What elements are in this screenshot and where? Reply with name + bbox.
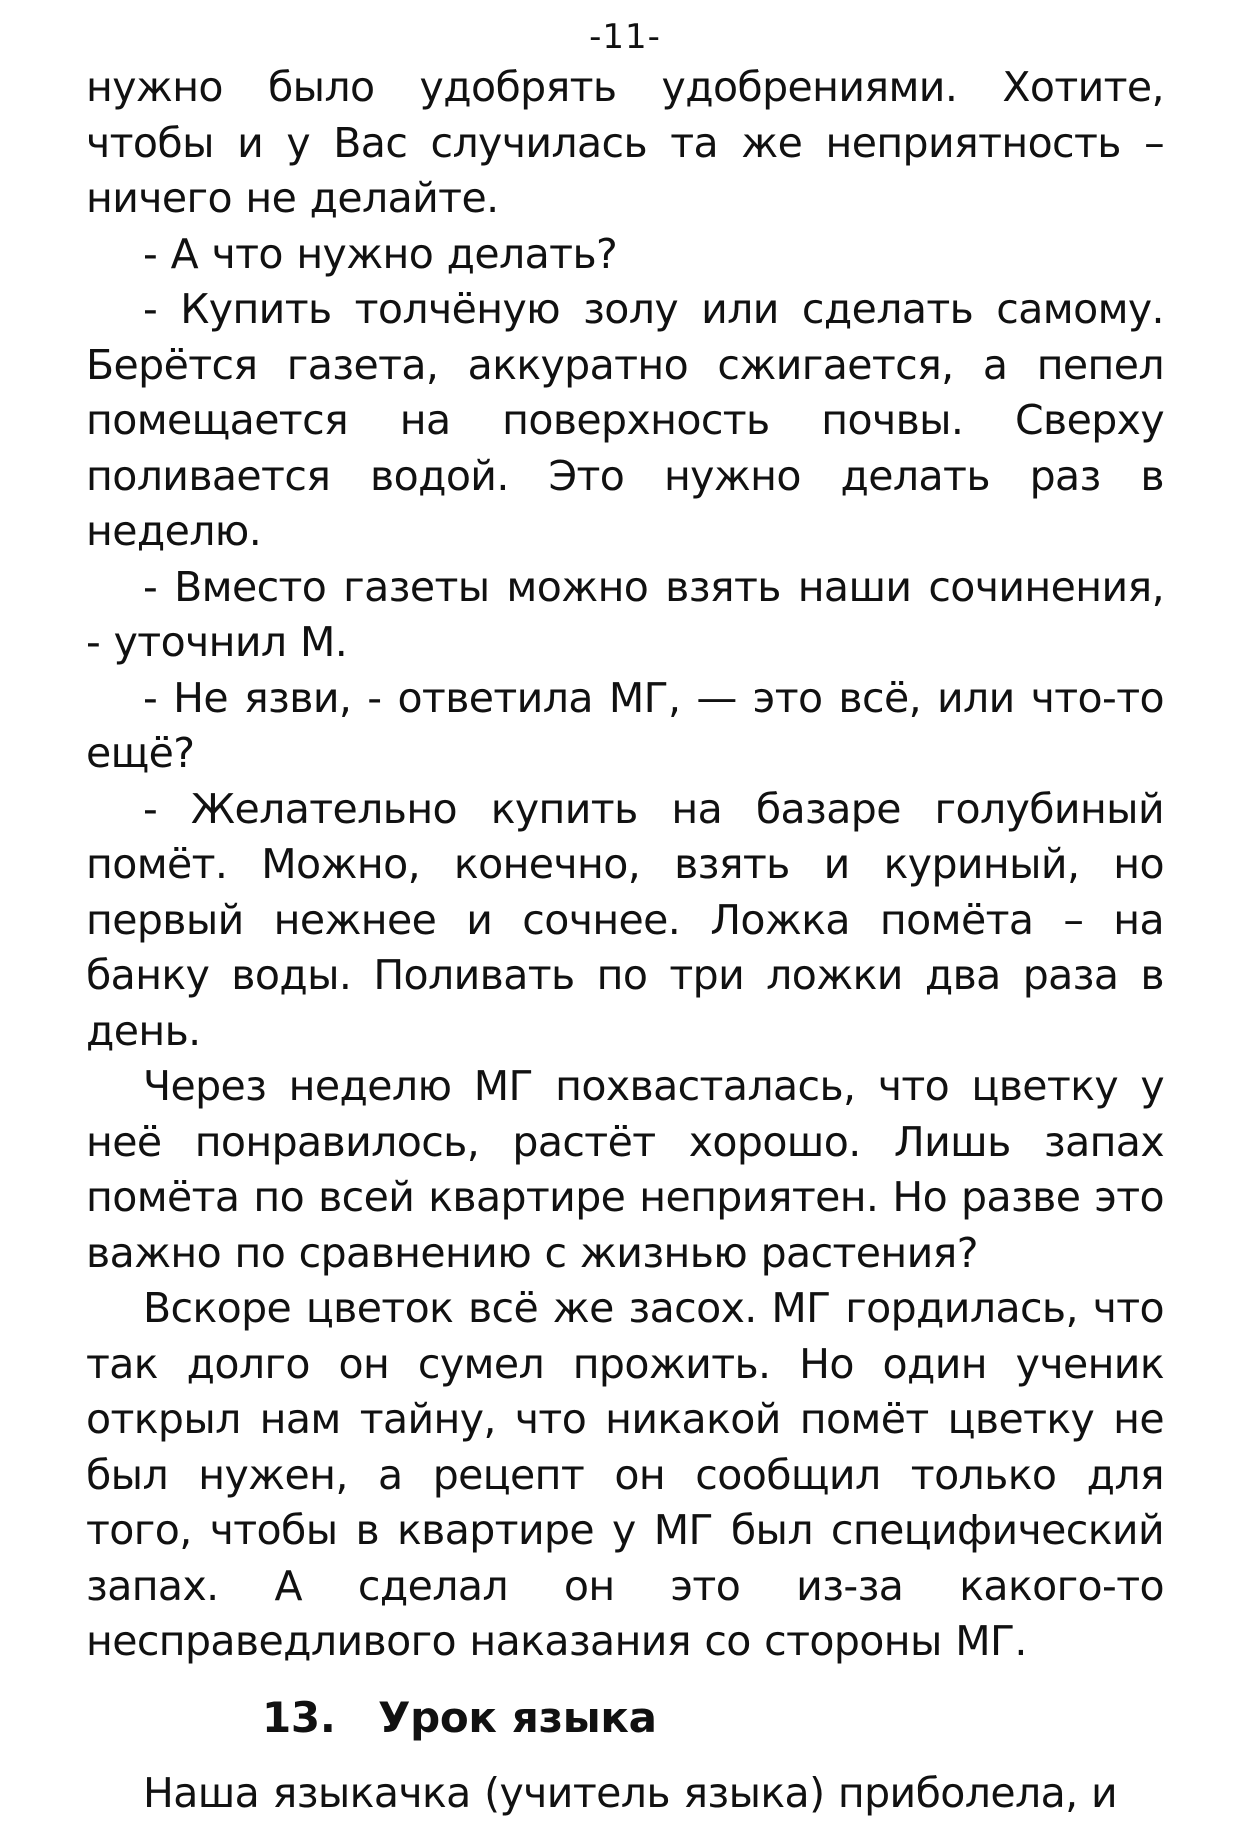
paragraph: Наша языкачка (учитель языка) приболела, и [86,1766,1164,1821]
paragraph: - Купить толчёную золу или сделать самому. Берётся газета, аккуратно сжигается, а пепел помещается на поверхность почвы. Сверху поливается водой. Это нужно делать раз в неделю. [86,282,1164,560]
paragraph: нужно было удобрять удобрениями. Хотите, чтобы и у Вас случилась та же неприятность – ничего не делайте. [86,60,1164,227]
paragraph: Через неделю МГ похвасталась, что цветку у неё понравилось, растёт хорошо. Лишь запах помёта по всей квартире неприятен. Но разве это важно по сравнению с жизнью растения? [86,1059,1164,1281]
section-heading [86,1690,1164,1746]
paragraph: - А что нужно делать? [86,227,1164,283]
paragraph: Вскоре цветок всё же засох. МГ гордилась, что так долго он сумел прожить. Но один ученик открыл нам тайну, что никакой помёт цветку не был нужен, а рецепт он сообщил только для того, чтобы в квартире у МГ был специфический запах. А сделал он это из-за какого-то несправедливого наказания со стороны МГ. [86,1281,1164,1670]
section-number: 13. [262,1690,378,1746]
paragraph: - Не язви, - ответила МГ, — это всё, или что-то ещё? [86,671,1164,782]
paragraph: - Желательно купить на базаре голубиный помёт. Можно, конечно, взять и куриный, но первый нежнее и сочнее. Ложка помёта – на банку воды. Поливать по три ложки два раза в день. [86,782,1164,1060]
page-number: -11- [86,14,1164,60]
body-text [86,60,1164,1821]
paragraph: - Вместо газеты можно взять наши сочинения, - уточнил М. [86,560,1164,671]
document-page [86,0,1164,1748]
section-title: Урок языка [378,1693,657,1742]
